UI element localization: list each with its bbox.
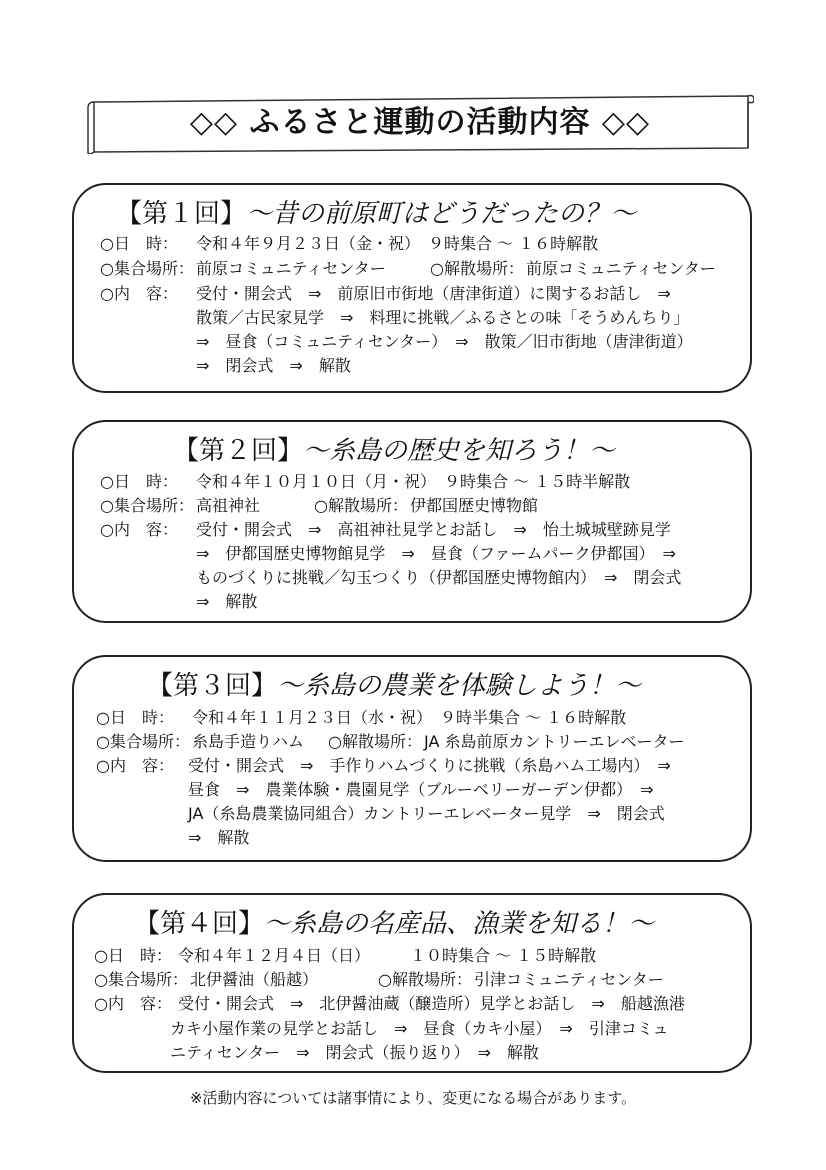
dismiss-value: 伊都国歴史博物館 bbox=[410, 496, 539, 515]
session-theme: ～糸島の名産品、漁業を知る！～ bbox=[264, 909, 655, 939]
dismiss-label: ○解散場所： bbox=[378, 970, 472, 989]
content-label: ○内 容： bbox=[100, 284, 178, 303]
session-theme: ～糸島の歴史を知ろう！～ bbox=[303, 436, 616, 466]
content-label: ○内 容： bbox=[100, 520, 178, 539]
content-line: 受付・開会式 ⇒ 北伊醤油蔵（醸造所）見学とお話し ⇒ 船越漁港 bbox=[178, 994, 685, 1013]
dismiss-label: ○解散場所： bbox=[314, 496, 408, 515]
content-line: ⇒ 解散 bbox=[188, 828, 250, 847]
date-value: 令和４年１０月１０日（月・祝） ９時集合 ～ １５時半解散 bbox=[196, 472, 631, 491]
content-line: 受付・開会式 ⇒ 高祖神社見学とお話し ⇒ 怡土城城壁跡見学 bbox=[196, 520, 671, 539]
content-line: 昼食 ⇒ 農業体験・農園見学（ブルーベリーガーデン伊都） ⇒ bbox=[188, 780, 654, 799]
session-number: 【第４回】 bbox=[133, 909, 264, 939]
session-theme: ～糸島の農業を体験しよう！～ bbox=[277, 671, 642, 701]
gather-value: 前原コミュニティセンター bbox=[196, 259, 386, 278]
gather-label: ○集合場所： bbox=[94, 970, 188, 989]
content-line: 受付・開会式 ⇒ 前原旧市街地（唐津街道）に関するお話し ⇒ bbox=[196, 284, 671, 303]
session-number: 【第１回】 bbox=[115, 199, 246, 229]
content-line: ニティセンター ⇒ 閉会式（振り返り） ⇒ 解散 bbox=[170, 1043, 539, 1062]
content-line: ⇒ 解散 bbox=[196, 592, 258, 611]
content-line: ものづくりに挑戦／勾玉つくり（伊都国歴史博物館内） ⇒ 閉会式 bbox=[196, 568, 682, 587]
session-number: 【第２回】 bbox=[172, 436, 303, 466]
session-title bbox=[56, 665, 732, 702]
session-theme: ～昔の前原町はどうだったの？～ bbox=[246, 199, 637, 229]
gather-value: 糸島手造りハム bbox=[192, 732, 305, 751]
dismiss-value: JA 糸島前原カントリーエレベーター bbox=[424, 732, 685, 751]
gather-label: ○集合場所： bbox=[100, 496, 194, 515]
dismiss-value: 前原コミュニティセンター bbox=[526, 259, 716, 278]
session-title bbox=[56, 430, 732, 467]
footer-note: ※活動内容については諸事情により、変更になる場合があります。 bbox=[189, 1089, 637, 1107]
gather-label: ○集合場所： bbox=[100, 259, 194, 278]
date-label: ○日 時： bbox=[96, 708, 174, 727]
date-value: 令和４年１２月４日（日） １０時集合 ～ １５時解散 bbox=[178, 946, 597, 965]
content-line: ⇒ 伊都国歴史博物館見学 ⇒ 昼食（ファームパーク伊都国） ⇒ bbox=[196, 544, 676, 563]
session-title bbox=[56, 903, 732, 940]
date-value: 令和４年９月２３日（金・祝） ９時集合 ～ １６時解散 bbox=[196, 234, 599, 253]
date-value: 令和４年１１月２３日（水・祝） ９時半集合 ～ １６時解散 bbox=[192, 708, 627, 727]
gather-value: 北伊醤油（船越） bbox=[190, 970, 319, 989]
dismiss-label: ○解散場所： bbox=[430, 259, 524, 278]
content-line: 受付・開会式 ⇒ 手作りハムづくりに挑戦（糸島ハム工場内） ⇒ bbox=[188, 756, 671, 775]
content-label: ○内 容： bbox=[94, 994, 172, 1013]
date-label: ○日 時： bbox=[100, 472, 178, 491]
title-banner bbox=[86, 92, 754, 154]
date-label: ○日 時： bbox=[100, 234, 178, 253]
gather-value: 高祖神社 bbox=[196, 496, 261, 515]
content-line: 散策／古民家見学 ⇒ 料理に挑戦／ふるさとの味「そうめんちり」 bbox=[196, 308, 690, 327]
page-title: ◇◇ ふるさと運動の活動内容 ◇◇ bbox=[189, 105, 651, 140]
dismiss-label: ○解散場所： bbox=[328, 732, 422, 751]
content-label: ○内 容： bbox=[96, 756, 174, 775]
content-line: カキ小屋作業の見学とお話し ⇒ 昼食（カキ小屋） ⇒ 引津コミュ bbox=[170, 1019, 669, 1038]
date-label: ○日 時： bbox=[94, 946, 172, 965]
content-line: ⇒ 昼食（コミュニティセンター） ⇒ 散策／旧市街地（唐津街道） bbox=[196, 332, 693, 351]
gather-label: ○集合場所： bbox=[96, 732, 190, 751]
session-title bbox=[38, 193, 714, 230]
content-line: JA（糸島農業協同組合）カントリーエレベーター見学 ⇒ 閉会式 bbox=[188, 804, 665, 823]
session-number: 【第３回】 bbox=[146, 671, 277, 701]
dismiss-value: 引津コミュニティセンター bbox=[474, 970, 664, 989]
content-line: ⇒ 閉会式 ⇒ 解散 bbox=[196, 356, 351, 375]
